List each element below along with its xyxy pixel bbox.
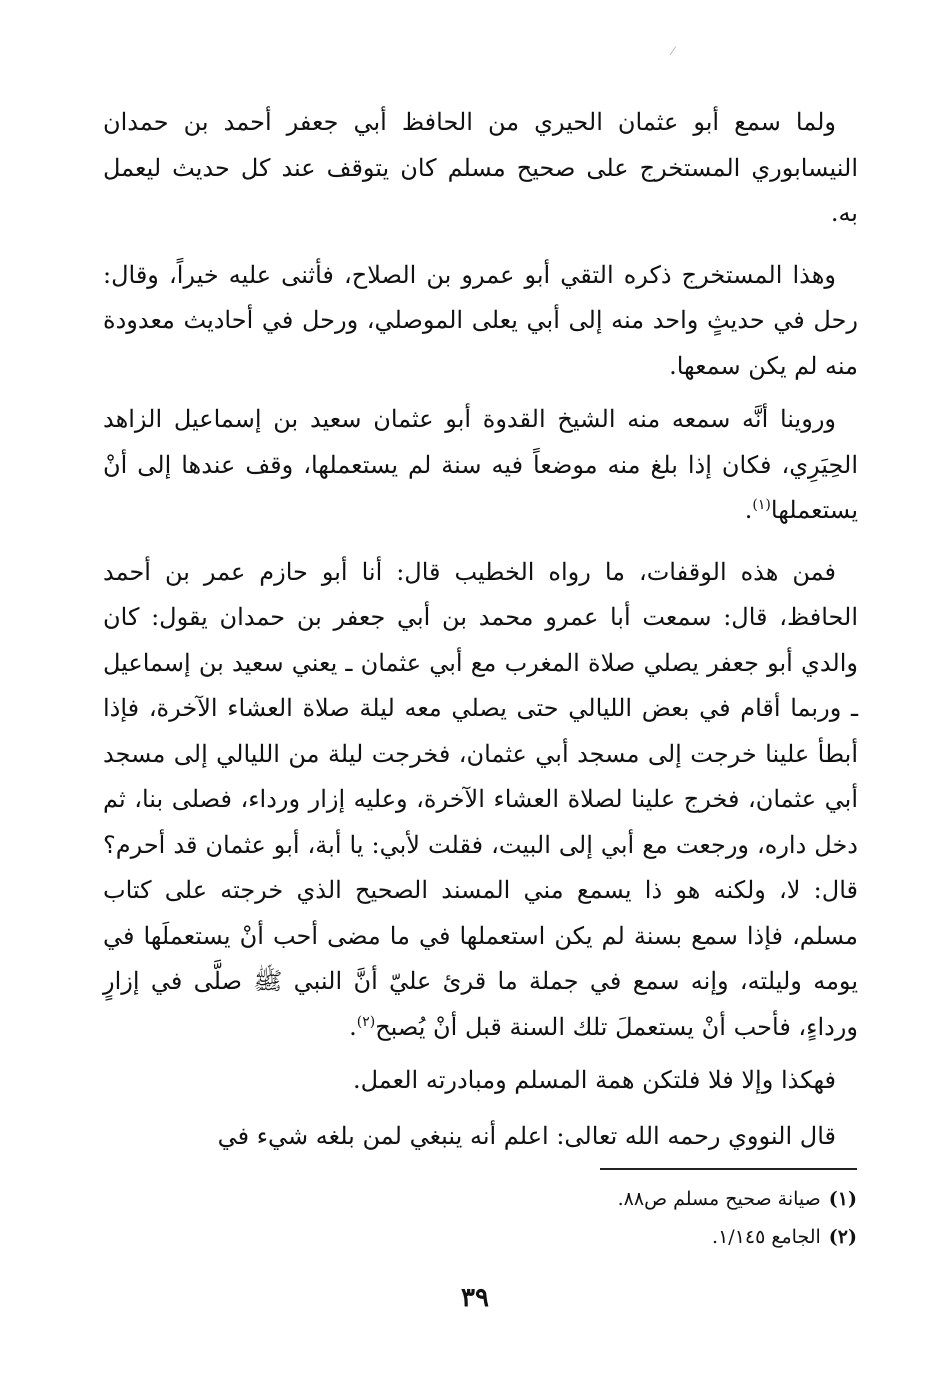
paragraph-3: وروينا أنَّه سمعه منه الشيخ القدوة أبو عثمان سعيد بن إسماعيل الزاهد الحِيَرِي، فكان إذا بلغ منه موضعاً فيه سنة لم يستعملها، وقف عندها إلى أنْ يستعملها$^{(١)}$. [103, 405, 858, 524]
paragraph-4: فمن هذه الوقفات، ما رواه الخطيب قال: أنا أبو حازم عمر بن أحمد الحافظ، قال: سمعت أبا عمرو محمد بن أبي جعفر بن حمدان يقول: كان والدي أبو جعفر يصلي صلاة المغرب مع أبي عثمان ـ يعني سعيد بن إسماعيل ـ وربما أقام في بعض الليالي حتى يصلي معه ليلة صلاة العشاء الآخرة، فإذا أبطأ علينا خرجت إلى مسجد أبي عثمان، فخرجت ليلة من الليالي إلى مسجد أبي عثمان، فخرج علينا لصلاة العشاء الآخرة، وعليه إزار ورداء، فصلى بنا، ثم دخل داره، ورجعت مع أبي إلى البيت، فقلت لأبي: يا أبة، أبو عثمان قد أحرم؟ قال: لا، ولكنه هو ذا يسمع مني المسند الصحيح الذي خرجته على كتاب مسلم، فإذا سمع بسنة لم يكن استعملها في ما مضى أحب أنْ يستعملَها في يومه وليلته، وإنه سمع في جملة ما قرئ عليّ أنَّ النبي ﷺ صلَّى في إزارٍ ورداءٍ، فأحب أنْ يستعملَ تلك السنة قبل أنْ يُصبح$^{(٢)}$. [103, 557, 858, 1041]
footnote-ref-2[interactable]: (٢) [356, 1013, 376, 1030]
footnote-2: (٢)الجامع ١/١٤٥. [712, 1226, 857, 1248]
footnotes [500, 1180, 857, 1256]
paragraph-5: فهكذا وإلا فلا فلتكن همة المسلم ومبادرته العمل. [352, 1066, 836, 1094]
paragraph-2: وهذا المستخرج ذكره التقي أبو عمرو بن الصلاح، فأثنى عليه خيراً، وقال: رحل في حديثٍ واحد منه إلى أبي يعلى الموصلي، ورحل في أحاديث معدودة منه لم يكن سمعها. [103, 260, 858, 380]
page-number: ٣٩ [461, 1283, 489, 1313]
paragraph-1: ولما سمع أبو عثمان الحيري من الحافظ أبي جعفر أحمد بن حمدان النيسابوري المستخرج على صحيح مسلم كان يتوقف عند كل حديث ليعمل به. [103, 108, 858, 227]
footnote-ref-1[interactable]: (١) [752, 497, 771, 513]
footnote-1: (١)صيانة صحيح مسلم ص٨٨. [617, 1188, 857, 1210]
paragraph-6: قال النووي رحمه الله تعالى: اعلم أنه ينبغي لمن بلغه شيء في [217, 1121, 836, 1150]
body-text [103, 100, 858, 1159]
footnote-divider [600, 1168, 857, 1170]
scan-mark [670, 46, 680, 57]
